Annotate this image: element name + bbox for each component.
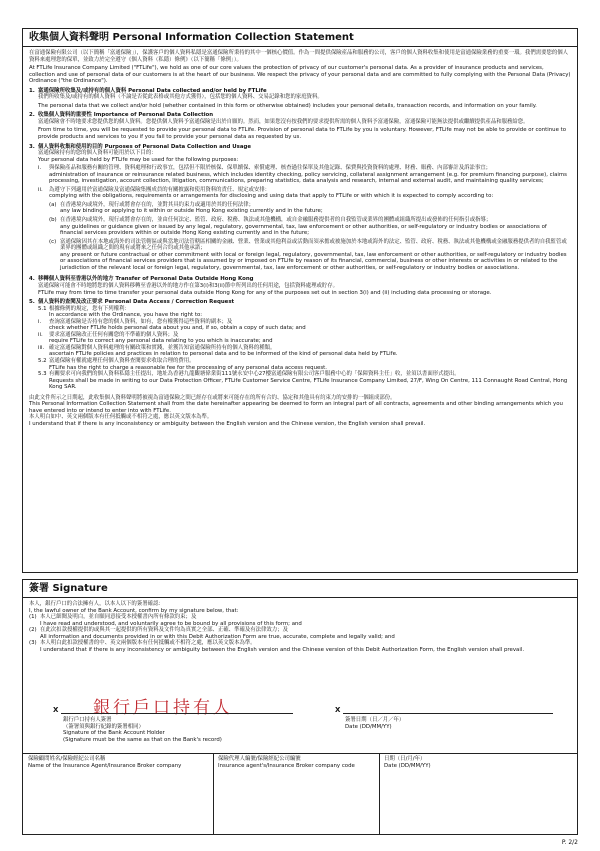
- language-zh: 本人明白如中、英文兩個版本有任何抵觸或不相符之處，應以英文版本為準。: [29, 414, 213, 421]
- item-1-en: The personal data that we collect and/or hold (whether contained in this form or otherwise obtained) includes your personal details, transaction records, and information on your family.: [38, 102, 537, 109]
- intro-en: At FTLife Insurance Company Limited ("FTLife"), we hold as one of our core values the protection of privacy of our customer's personal data. As a provider of insurance products and services, collection and use of personal data of our customers is at the heart of our business. We respect the privacy of your personal data and are committed to fully complying with the Personal Data (Privacy) Ordinance ("the Ordinance").: [29, 65, 571, 85]
- item-2-title: 2. 收集個人資料的重要性 Importance of Personal Data Collection: [29, 112, 214, 119]
- signature-section: [22, 579, 578, 835]
- signature-item-3: (3) 本人明白此扣款授權書的中、英文兩個版本有任何抵觸或不相符之處，應以英文版本為準。 I understand that if there is any inconsistency or ambiguity between the English version and the Chinese version of this Debit Authorization Form, the English version shall prevail.: [29, 640, 525, 653]
- signature-item-1: (1) 本人已細閱及明白，並自願同意接受本授權書內所有條款約束；及 I have read and understood, and voluntarily agree to be bound by all provisions of this form; and: [29, 614, 302, 627]
- pics-content: [23, 47, 577, 427]
- item-4-title: 4. 移轉個人資料至香港以外的地方 Transfer of Personal Data Outside Hong Kong: [29, 276, 254, 283]
- holder-x-mark: X: [53, 706, 59, 714]
- item-5-title: 5. 個人資料的查閱及改正要求 Personal Data Access / Correction Request: [29, 299, 235, 306]
- agent-col-divider-1: [213, 753, 214, 835]
- signature-lead-zh: 本人，銀行戶口的合法擁有人，以本人以下的簽署確認：: [29, 601, 164, 607]
- item-3-lead-en: Your personal data held by FTLife may be used for the following purposes:: [38, 156, 239, 163]
- agent-name-field[interactable]: 保險顧問姓名/保險經紀公司名稱 Name of the Insurance Agent/Insurance Broker company: [28, 756, 182, 769]
- agent-row-top-border: [23, 753, 577, 754]
- signature-heading: 簽署 Signature: [23, 580, 577, 598]
- holder-stamp: 銀行戶口持有人: [93, 698, 233, 718]
- item-5-right-i: i. 查詢富通保險是否持有您的個人資料，如有，您有權獲得這些資料的副本；及 check whether FTLife holds personal data about you and, if so, obtain a copy of such data; and: [38, 318, 306, 332]
- pics-heading: 收集個人資料聲明 Personal Information Collection Statement: [23, 29, 577, 47]
- date-x-mark: X: [335, 706, 341, 714]
- date-signature-line[interactable]: [343, 713, 553, 714]
- item-3-sub-a: (a) 在香港境內或境外，現行或將會存在的，並對其具約束力或適用於其的任何法律； any law binding or applying to it within or outside Hong Kong existing currently and in the future;: [49, 201, 323, 215]
- date-caption: 簽署日期（日／月／年） Date (DD/MM/YY): [345, 717, 405, 730]
- item-3-i: i. 與保險產品和服務有關的管理、資料處理和行政事宜，包括但不限於核保、保單續保、索償處理、核查過往保單及其他記錄、保費與投資資料的處理、財務、賬務、內部審計及訴訟事宜； administration of insurance or reinsurance related business, which includes identity checking, policy servicing, collateral assignment arrangement (e.g. for premium financing purpose), claims processing, investigation, account collection, litigation, communications, preparing statistics, data analysis and research, internal and external audit, and maintaining quality services;: [38, 165, 567, 185]
- closing-en: This Personal Information Collection Statement shall from the date hereinafter appearing be deemed to form an integral part of all contracts, agreements and other binding arrangements which you have entered into or intend to enter into with FTLife.: [29, 401, 563, 414]
- item-4-en: FTLife may from time to time transfer your personal data outside Hong Kong for any of the purposes set out in section 3(i) and (ii) including data processing or storage.: [38, 289, 492, 296]
- agent-col-divider-2: [379, 753, 380, 835]
- pics-section: [22, 28, 578, 573]
- item-5-2: 5.2 富通保險有權就處理任何個人資料查閱要求收取合理的費用。 FTLife has the right to charge a reasonable fee for the processing of any personal data access request.: [38, 357, 327, 371]
- signature-item-2: (2) 在此次扣款授權提供的或與其一起提供的所有資料及文件均為真實之全部、正確、準確及有法律效力；及 All information and documents provided in or with this Debit Authorization Form are true, accurate, complete and legally valid; and: [29, 627, 395, 640]
- item-3-sub-c: (c) 富通保險因其在本地或海外的司法管轄區或與當地司法管轄區相關的金融、營業、營業或其他利益或活動而須承擔或被施加於本地或海外的法定、監管、政府、稅務、執法或其他機構或金融服務提供者的自我監管或業界的團體或組織之間的現有或將來之任何合約或其他承諾； any present or future contractual or other commitment with local or foreign legal, regulatory, governmental, tax, law enforcement or other authorities, or self-regulatory or industry bodies or associations of financial services providers that is assumed by or imposed on FTLife by reason of its financial, commercial, business or other interests or activities in or related to the jurisdiction of the relevant local or foreign legal, regulatory, governmental, tax, law enforcement or other authorities, or self-regulatory or industry bodies or associations.: [49, 238, 567, 271]
- item-1-zh: 我們所收集及/或持有的個人資料（不論是否從此表格或其他方式獲得），包括您的個人資料、交易記錄和您的家庭資料。: [38, 94, 323, 101]
- item-1-title: 1. 富通保險所收集及/或持有的個人資料 Personal Data collected and/or held by FTLife: [29, 87, 267, 94]
- language-en: I understand that if there is any inconsistency or ambiguity between the English version and the Chinese version, the English version shall prevail.: [29, 420, 426, 427]
- agent-date-field[interactable]: 日期（日/月/年） Date (DD/MM/YY): [384, 756, 431, 769]
- signature-fields: [23, 580, 577, 834]
- item-2-zh: 富通保險會不時地要求您提供您的個人資料。您提供個人資料予富通保險是出於自願的。然而，如果您沒有按我們的要求提供所需的個人資料予富通保險，富通保險可能無法提供或繼續提供產品和服務給您。: [38, 118, 529, 125]
- item-5-right-ii: ii. 要求富通保險改正任何有關您的不準確的個人資料；及 require FTLife to correct any personal data relating to you which is inaccurate; and: [38, 331, 273, 345]
- signature-lead-en: I, the lawful owner of the Bank Account, confirm by my signature below, that:: [29, 607, 239, 614]
- item-5-3: 5.3 有關要求可向我們的個人資料私隱主任提出，地址為香港九龍觀塘偉業街111號永安中心27樓富通保險有限公司客戶服務中心的「保障資料主任」收，並須以書面形式提出。 Requests shall be made in writing to our Data Protection Officer, FTLife Customer Service Centre, FTLife Insurance Company Limited, 27/F, Wing On Centre, 111 Connaught Road Central, Hong Kong SAR.: [38, 371, 568, 391]
- item-3-lead-zh: 富通保險持有的您的個人資料可能用於以下目的：: [38, 150, 157, 157]
- item-3-title: 3. 個人資料收集和使用的目的 Purposes of Personal Data Collection and Usage: [29, 143, 252, 150]
- agent-code-field[interactable]: 保險代理人編號/保險經紀公司編號 Insurance agent's/Insurance Broker company code: [218, 756, 355, 769]
- closing-zh: 由此文件所示之日期起，此收集個人資料聲明將被視為富通保險之間已經存在或將來可能存在的所有合約、協定和其他具有約束力的安排的一個組成部份。: [29, 394, 396, 401]
- holder-caption: 銀行戶口持有人簽署 （簽署須與銀行紀錄的簽署相同） Signature of the Bank Account Holder (Signature must be the same as that on the Bank's record): [63, 717, 222, 743]
- item-3-ii: ii. 為遵守下列適用於富通保險及富通保險集團成員的有關披露和使用資料的責任、規定或安排： complying with the obligations, requirements or arrangements for disclosing and using data that apply to FTLife or with which it is expected to comply according to:: [38, 186, 494, 200]
- holder-signature-line[interactable]: [61, 713, 293, 714]
- item-5-right-iii: iii. 確定富通保險對個人資料處理的有關政策和實踐，並獲告知富通保險所持有的個人資料的種類。 ascertain FTLife policies and practices in relation to personal data and to be informed of the kind of personal data held by FTLife.: [38, 344, 398, 358]
- page-number: P. 2/2: [561, 839, 578, 846]
- intro-zh: 在富通保險有限公司（以下簡稱「富通保險」），保護客戶的個人資料私隱是富通保險所秉持的其中一個核心價值。作為一間提供保險產品和服務的公司，客戶的個人資料收集和使用是富通保險業務的重要一環。我們需要您的個人資料來處理您的保單，並致力於完全遵守《個人資料（私隱）條例》（以下簡稱「條例」）。: [29, 50, 569, 63]
- item-2-en: From time to time, you will be requested to provide your personal data to FTLife. Provision of personal data to FTLife by you is voluntary. However, FTLife may not be able to provide or continue to provide products and services to you if you fail to provide your personal data as requested by us.: [38, 127, 567, 141]
- item-5-1: 5.1 根據條例的規定，您有下列權利： In accordance with the Ordinance, you have the right to:: [38, 305, 203, 319]
- item-4-zh: 富通保險可能會不時地將您的個人資料移轉至香港以外的地方作在第3(i)和3(ii)節中所列出的任何用途，包括資料處理或貯存。: [38, 282, 339, 289]
- item-3-sub-b: (b) 在香港境內或境外，現行或將會存在的，並由任何法定、監管、政府、稅務、執法或其他機構，或自金融服務提供者的自我監管或業界的團體或組織所提出或發佈的任何指引或指導； any guidelines or guidance given or issued by any legal, regulatory, governmental, tax, law enforcement or other authorities, or self-regulatory or industry bodies or associations of financial services providers within or outside Hong Kong existing currently and in the future;: [49, 217, 547, 237]
